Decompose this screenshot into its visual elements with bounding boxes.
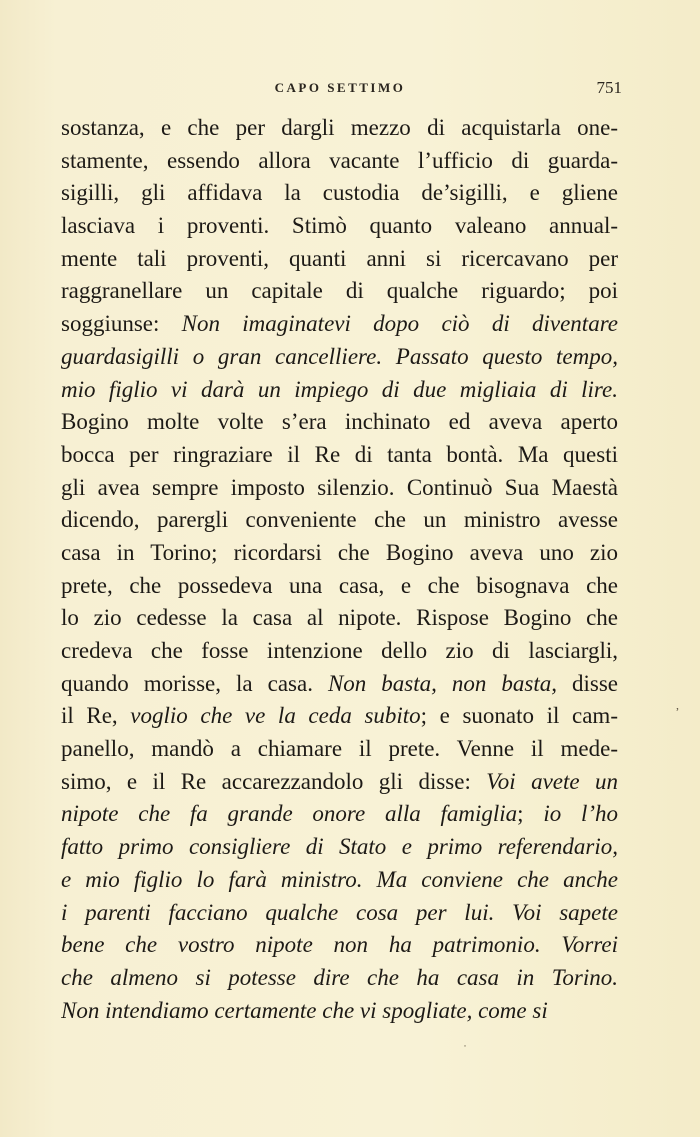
text-segment: sostanza, e che per dargli mezzo di acquistarla one-	[61, 115, 618, 140]
text-segment: lo zio cedesse la casa al nipote. Rispose Bogino che	[61, 605, 618, 631]
text-line	[61, 668, 618, 701]
chapter-title: CAPO SETTIMO	[274, 80, 406, 95]
text-line	[61, 308, 618, 341]
text-line	[61, 275, 618, 308]
text-segment: soggiunse:	[61, 311, 182, 337]
text-segment: Bogino molte volte s’era inchinato ed aveva aperto	[61, 409, 618, 435]
text-line	[61, 210, 618, 243]
text-segment: ;	[517, 801, 544, 827]
text-line	[61, 177, 618, 210]
body-text	[61, 112, 618, 1027]
italic-text-segment: nipote che fa grande onore alla famiglia	[61, 801, 518, 827]
text-segment: raggranellare un capitale di qualche riguardo; poi	[61, 278, 618, 304]
text-line	[61, 243, 618, 276]
italic-text-segment: che almeno si potesse dire che ha casa in Torino.	[61, 964, 618, 990]
italic-text-segment: Non imaginatevi dopo ciò di diventare	[181, 311, 618, 337]
text-segment: sigilli, gli affidava la custodia de’sigilli, e gliene	[61, 180, 618, 206]
text-segment: disse	[557, 670, 618, 696]
text-segment: quando morisse, la casa.	[61, 670, 328, 696]
text-line	[61, 995, 618, 1028]
page-number: 751	[596, 78, 622, 97]
text-line	[61, 570, 618, 603]
text-line	[61, 798, 618, 831]
text-line	[61, 374, 618, 407]
italic-text-segment: bene che vostro nipote non ha patrimonio. Vorrei	[61, 932, 618, 958]
text-segment: bocca per ringraziare il Re di tanta bontà. Ma questi	[61, 441, 618, 467]
running-head	[60, 78, 620, 98]
text-segment: dicendo, parergli conveniente che un ministro avesse	[61, 507, 618, 533]
text-line	[61, 766, 618, 799]
margin-speck: ,	[676, 698, 679, 712]
text-segment: credeva che fosse intenzione dello zio di lasciargli,	[61, 638, 618, 663]
text-line	[61, 472, 618, 505]
text-line	[61, 341, 618, 374]
text-line	[61, 864, 618, 897]
text-line	[61, 112, 618, 145]
italic-text-segment: i parenti facciano qualche cosa per lui. Voi sapete	[61, 899, 618, 925]
text-line	[61, 537, 618, 570]
text-segment: simo, e il Re accarezzandolo gli disse:	[61, 768, 487, 794]
text-line	[61, 897, 618, 930]
text-line	[61, 831, 618, 864]
text-segment: stamente, essendo allora vacante l’ufficio di guarda-	[61, 147, 618, 173]
text-segment: mente tali proventi, quanti anni si ricercavano per	[61, 245, 618, 271]
italic-text-segment: mio figlio vi darà un impiego di due migliaia di lire.	[61, 376, 618, 402]
text-line	[61, 962, 618, 995]
text-line	[61, 929, 618, 962]
italic-text-segment: Non intendiamo certamente che vi spogliate, come si	[61, 997, 548, 1023]
text-line	[61, 439, 618, 472]
text-line	[61, 602, 618, 635]
text-line	[61, 504, 618, 537]
text-segment: prete, che possedeva una casa, e che bisognava che	[61, 572, 618, 598]
text-segment: lasciava i proventi. Stimò quanto valeano annual-	[61, 213, 618, 239]
italic-text-segment: fatto primo consigliere di Stato e primo referendario,	[61, 834, 618, 860]
bottom-speck: ˙	[463, 1042, 467, 1056]
italic-text-segment: io l’ho	[543, 801, 618, 827]
text-line	[61, 145, 618, 178]
italic-text-segment: Voi avete un	[486, 768, 618, 794]
text-segment: gli avea sempre imposto silenzio. Continuò Sua Maestà	[61, 474, 618, 500]
text-line	[61, 700, 618, 733]
text-line	[61, 635, 618, 668]
italic-text-segment: guardasigilli o gran cancelliere. Passato questo tempo,	[61, 343, 618, 369]
text-segment: il Re,	[61, 703, 131, 729]
italic-text-segment: Non basta, non basta,	[327, 670, 557, 696]
italic-text-segment: e mio figlio lo farà ministro. Ma conviene che anche	[61, 866, 618, 892]
italic-text-segment: voglio che ve la ceda subito	[130, 703, 421, 729]
text-segment: ; e suonato il cam-	[420, 703, 618, 729]
text-segment: casa in Torino; ricordarsi che Bogino aveva uno zio	[61, 539, 618, 565]
text-line	[61, 406, 618, 439]
text-line	[61, 733, 618, 766]
text-segment: panello, mandò a chiamare il prete. Venne il mede-	[61, 736, 618, 762]
